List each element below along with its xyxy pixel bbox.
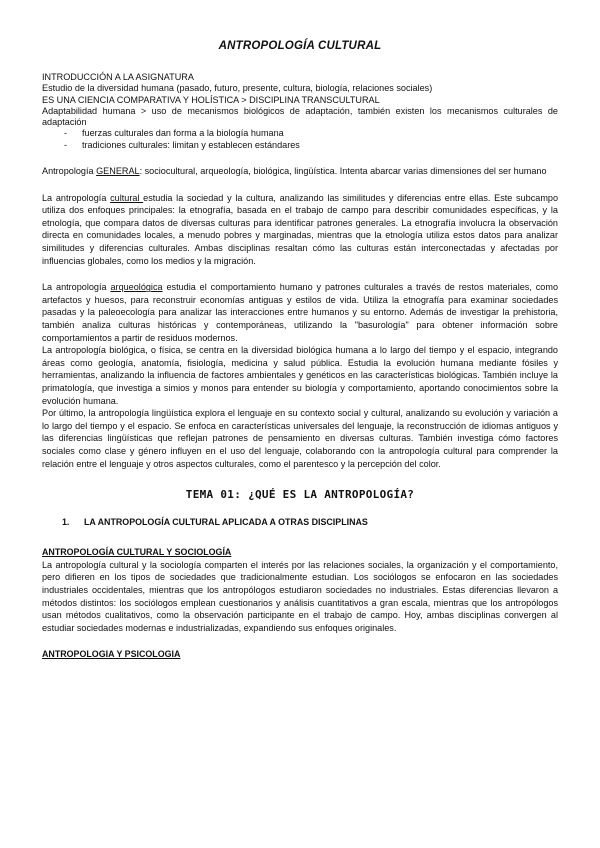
intro-bullet-list bbox=[42, 128, 558, 151]
biologica-paragraph: La antropología biológica, o física, se centra en la diversidad biológica humana a lo largo del tiempo y el espacio, integrando áreas como geología, anatomía, fisiología, medicina y salud pública. Estudia la evolución humana mediante fósiles y herramientas, analizando la influencia de factores ambientales y genéticos en las características biológicas. También incluye la primatología, que investiga a simios y monos para entender su biología y comportamiento, aportando conocimientos sobre la evolución humana. bbox=[42, 345, 558, 406]
intro-line-1: Estudio de la diversidad humana (pasado, futuro, presente, cultura, biología, relaciones sociales) bbox=[42, 83, 433, 94]
intro-adaptability: Adaptabilidad humana > uso de mecanismos biológicos de adaptación, también existen los mecanismos culturales de adaptación bbox=[42, 105, 558, 128]
cultural-text: estudia la sociedad y la cultura, analizando las similitudes y diferencias entre ellas. Este subcampo utiliza dos enfoques principales: la etnografía, basada en el trabajo de campo para describir comunidades específicas, y la etnología, que compara datos de diversas culturas para identificar patrones generales. La etnografía involucra la observación directa en comunidades locales, a menudo pobres y marginadas, mientras que la etnología utiliza estos datos para analizar similitudes y diferencias culturales. Ambas disciplinas resaltan cómo las culturas están interconectadas y afectadas por influencias globales, como los medios y la migración. bbox=[42, 192, 559, 266]
arqueo-keyword: arqueológica bbox=[110, 282, 163, 293]
section-title: LA ANTROPOLOGÍA CULTURAL APLICADA A OTRAS DISCIPLINAS bbox=[84, 517, 368, 528]
section-number: 1. bbox=[62, 517, 70, 528]
linguistica-paragraph: Por último, la antropología lingüística explora el lenguaje en su contexto social y cultural, analizando su evolución y variación a lo largo del tiempo y el espacio. Se enfoca en características universales del lenguaje, la reconstrucción de idiomas antiguos y las diferencias lingüísticas que reflejan patrones de pensamiento en diversas culturas. También investiga cómo factores sociales como clase y género influyen en el uso del lenguaje, colaborando con la antropología cultural para comprender la relación entre el lenguaje y otros aspectos culturales, como el parentesco y la percepción del color. bbox=[42, 408, 558, 469]
list-item: - tradiciones culturales: limitan y establecen estándares bbox=[64, 140, 558, 151]
general-text: : sociocultural, arqueología, biológica, lingüística. Intenta abarcar varias dimensiones del ser humano bbox=[139, 166, 547, 177]
section-heading bbox=[42, 517, 558, 527]
cultural-paragraph bbox=[42, 192, 558, 268]
tema-heading: TEMA 01: ¿QUÉ ES LA ANTROPOLOGÍA? bbox=[185, 488, 415, 502]
sociologia-heading: ANTROPOLOGÍA CULTURAL Y SOCIOLOGÍA bbox=[42, 547, 232, 558]
cultural-prefix: La antropología bbox=[42, 192, 111, 203]
document-page bbox=[42, 40, 558, 661]
intro-block bbox=[42, 72, 558, 151]
intro-heading: INTRODUCCIÓN A LA ASIGNATURA bbox=[42, 72, 194, 82]
intro-line-2: ES UNA CIENCIA COMPARATIVA Y HOLÍSTICA > DISCIPLINA TRANSCULTURAL bbox=[42, 94, 380, 105]
general-keyword: GENERAL bbox=[96, 166, 140, 177]
sociologia-paragraph: La antropología cultural y la sociología comparten el interés por las relaciones sociales, la organización y el comportamiento, pero difieren en los tipos de sociedades que tradicionalmente estudian. Los sociólogos se enfocaron en las sociedades industriales occidentales, mientras que los antropólogos estudiaron sociedades no industriales. Estas diferencias llevaron a métodos distintos: los sociólogos emplean cuestionarios y análisis cuantitativos a gran escala, mientras que los antropólogos usan métodos cualitativos, como la observación participante en el trabajo de campo. Hoy, ambas disciplinas convergen al estudiar sociedades modernas e industrializadas, expandiendo sus enfoques originales. bbox=[42, 559, 558, 633]
arqueo-prefix: La antropología bbox=[42, 282, 111, 293]
arqueo-text: estudia el comportamiento humano y patrones culturales a través de restos materiales, como artefactos y huesos, para reconstruir economías antiguas y estilos de vida. Utiliza la etnografía para examinar sociedades pasadas y la paleoecología para analizar las interacciones entre humanos y su entorno. Además de investigar la prehistoria, también analiza culturas históricas y contemporáneas, utilizando la "basurología" para obtener información sobre comportamientos a partir de residuos modernos. bbox=[42, 282, 559, 343]
general-prefix: Antropología bbox=[42, 166, 97, 177]
document-title: ANTROPOLOGÍA CULTURAL bbox=[218, 40, 382, 52]
psicologia-heading: ANTROPOLOGIA Y PSICOLOGIA bbox=[42, 649, 181, 660]
list-item: - fuerzas culturales dan forma a la biología humana bbox=[64, 128, 558, 139]
cultural-keyword: cultural bbox=[110, 192, 144, 203]
arqueologica-paragraph bbox=[42, 281, 558, 344]
general-paragraph bbox=[42, 165, 558, 178]
